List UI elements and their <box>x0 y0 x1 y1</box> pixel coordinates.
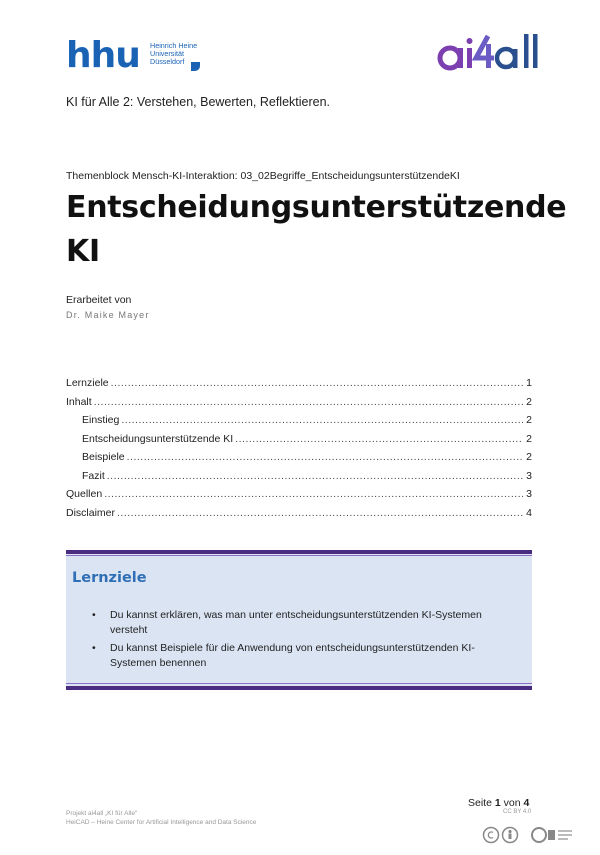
toc-entry-page: 2 <box>526 432 532 445</box>
hhu-line-3: Düsseldorf <box>150 57 185 67</box>
goals-top-bar <box>66 550 532 554</box>
toc-entry-title: Beispiele <box>82 451 125 463</box>
toc-leader <box>235 430 523 449</box>
toc-entry-page: 3 <box>526 469 532 482</box>
page-number <box>468 797 529 809</box>
toc-entry-title: Quellen <box>66 488 103 500</box>
toc-entry[interactable] <box>66 467 532 486</box>
toc-entry-title: Disclaimer <box>66 506 116 519</box>
learning-goals-list <box>92 608 516 674</box>
block-line: Themenblock Mensch-KI-Interaktion: 03_02Begriffe_EntscheidungsunterstützendeKI <box>66 170 460 182</box>
toc-entry[interactable] <box>66 485 532 504</box>
toc-leader <box>111 374 524 393</box>
toc-entry-page: 2 <box>526 451 532 463</box>
hhu-logo <box>66 35 216 76</box>
footer-project: Projekt ai4all „KI für Alle“ <box>66 810 138 817</box>
license-text: CC BY 4.0 <box>503 809 532 815</box>
toc-entry[interactable] <box>66 393 532 412</box>
hhu-line-1: Heinrich Heine <box>150 41 198 50</box>
page-prefix: Seite <box>468 797 492 809</box>
toc-entry-page: 2 <box>526 395 532 408</box>
toc-entry-title: Einstieg <box>82 414 120 426</box>
toc-entry-title: Lernziele <box>66 377 109 389</box>
toc-leader <box>107 467 523 486</box>
toc-entry-title: Inhalt <box>66 395 92 408</box>
learning-goals-box <box>66 550 532 690</box>
list-item: • Du kannst erklären, was man unter entscheidungsunterstützenden KI-Systemen versteht <box>92 608 516 638</box>
page-total: 4 <box>523 797 530 809</box>
hhu-logo-mark: hhu <box>66 35 140 76</box>
oer-icon <box>530 826 574 844</box>
toc-entry-page: 2 <box>526 414 532 426</box>
course-title: KI für Alle 2: Verstehen, Bewerten, Reflektieren. <box>66 95 331 109</box>
toc-entry-page: 1 <box>526 377 532 389</box>
ai4all-logo-graphic <box>436 30 548 76</box>
toc-entry[interactable] <box>66 411 532 430</box>
toc-leader <box>104 485 523 504</box>
toc-entry[interactable] <box>66 430 532 449</box>
toc-entry-title: Entscheidungsunterstützende KI <box>82 432 234 445</box>
author-name: Dr. Maike Mayer <box>66 310 150 320</box>
list-item: • Du kannst Beispiele für die Anwendung von entscheidungsunterstützenden KI-Systemen benennen <box>92 641 516 671</box>
toc-entry-page: 3 <box>526 488 532 500</box>
footer-institution: HeiCAD – Heine Center for Artificial Intelligence and Data Science <box>66 819 257 826</box>
hhu-logo-dot <box>191 62 200 71</box>
ai4all-logo <box>436 30 548 76</box>
toc-leader <box>117 504 523 523</box>
toc-entry[interactable] <box>66 504 532 523</box>
page-current: 1 <box>494 797 501 809</box>
document-title: Entscheidungsunterstützende KI <box>66 190 567 269</box>
page-separator: von <box>503 797 521 809</box>
toc-leader <box>127 448 524 467</box>
toc-entry-page: 4 <box>526 506 532 519</box>
learning-goals-title: Lernziele <box>72 570 147 586</box>
toc-entry[interactable] <box>66 448 532 467</box>
toc-leader <box>121 411 523 430</box>
hhu-line-2: Universität <box>150 49 184 59</box>
cc-by-icon <box>482 826 524 844</box>
toc-leader <box>94 393 523 412</box>
toc-entry-title: Fazit <box>82 469 105 482</box>
author-label: Erarbeitet von <box>66 294 132 306</box>
table-of-contents <box>66 374 532 522</box>
goals-bottom-bar <box>66 686 532 690</box>
toc-entry[interactable] <box>66 374 532 393</box>
